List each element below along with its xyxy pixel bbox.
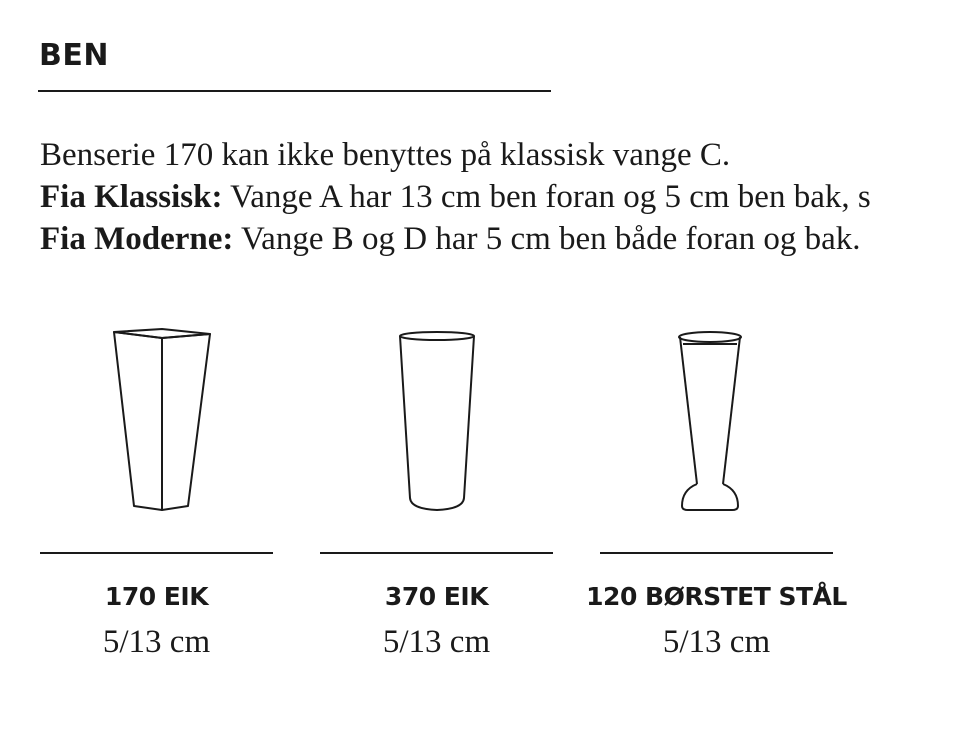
intro-line-3 <box>40 218 960 260</box>
round-tapered-leg-icon <box>320 320 560 520</box>
intro-text <box>40 134 960 260</box>
product-name: 120 BØRSTET STÅL <box>586 582 847 611</box>
product-size: 5/13 cm <box>102 624 211 660</box>
intro-line-1: Benserie 170 kan ikke benyttes på klassisk vange C. <box>40 137 731 173</box>
product-divider <box>320 552 553 554</box>
product-name: 170 EIK <box>104 582 209 611</box>
fia-klassisk-text: Vange A har 13 cm ben foran og 5 cm ben bak, s <box>222 179 871 215</box>
intro-line-2 <box>40 176 960 218</box>
square-tapered-leg-icon <box>40 320 280 520</box>
product-name: 370 EIK <box>384 582 489 611</box>
title-divider <box>38 90 551 92</box>
section-title: BEN <box>39 38 109 73</box>
product-divider <box>40 552 273 554</box>
product-size: 5/13 cm <box>382 624 491 660</box>
product-divider <box>600 552 833 554</box>
steel-leg-icon <box>600 320 840 520</box>
fia-moderne-text: Vange B og D har 5 cm ben både foran og bak. <box>233 221 861 257</box>
fia-moderne-label: Fia Moderne: <box>40 221 234 257</box>
product-size: 5/13 cm <box>662 624 771 660</box>
fia-klassisk-label: Fia Klassisk: <box>40 179 223 215</box>
